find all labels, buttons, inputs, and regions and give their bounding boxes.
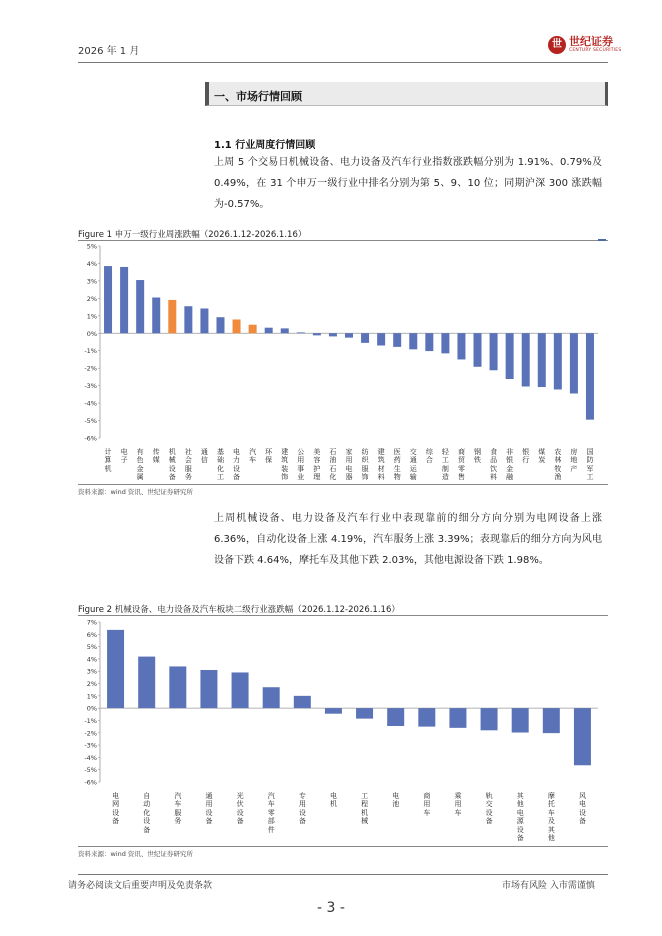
- x-category-label: 汽 车 服 务: [174, 792, 182, 826]
- bar: [574, 708, 591, 765]
- bar: [512, 708, 529, 732]
- y-tick-label: 6%: [86, 630, 97, 639]
- x-category-label: 房 地 产: [570, 448, 578, 473]
- logo-english: CENTURY SECURITIES: [569, 48, 622, 53]
- figure-2-bottom-rule: [78, 846, 608, 847]
- report-date: 2026 年 1 月: [78, 46, 140, 57]
- y-tick-label: -4%: [84, 753, 97, 762]
- x-category-label: 石 油 石 化: [329, 448, 337, 482]
- paragraph-2: 上周机械设备、电力设备及汽车行业中表现靠前的细分方向分别为电网设备上涨 6.36%，自动化设备上涨 4.19%，汽车服务上涨 3.39%；表现靠后的细分方向为风电设备下跌 4.64%，摩托车及其他下跌 2.03%，其他电源设备下跌 1.98%。: [214, 513, 602, 566]
- x-category-label: 机 械 设 备: [168, 448, 176, 482]
- y-tick-label: -2%: [84, 364, 97, 373]
- x-category-label: 钢 铁: [474, 448, 482, 465]
- bar: [120, 267, 128, 333]
- y-tick-label: -2%: [84, 729, 97, 738]
- x-category-label: 煤 炭: [538, 448, 546, 465]
- y-tick-label: -1%: [84, 716, 97, 725]
- x-category-label: 自 动 化 设 备: [143, 792, 151, 834]
- figure-1-chart: [78, 242, 608, 448]
- bar: [249, 325, 257, 334]
- x-category-label: 农 林 牧 渔: [554, 448, 562, 482]
- bar: [263, 687, 280, 708]
- x-category-label: 医 药 生 物: [393, 448, 401, 482]
- x-category-label: 其 他 电 源 设 备: [516, 792, 524, 843]
- bar: [136, 280, 144, 333]
- x-category-label: 环 保: [265, 448, 273, 465]
- bar: [506, 333, 514, 379]
- bar: [474, 333, 482, 367]
- x-category-label: 商 贸 零 售: [457, 448, 465, 482]
- bar: [449, 708, 466, 728]
- x-category-label: 计 算 机: [104, 448, 112, 473]
- bar: [281, 328, 289, 333]
- bar: [570, 333, 578, 393]
- bar: [325, 708, 342, 714]
- figure-1-source: 资料来源：wind 资讯、世纪证券研究所: [78, 488, 193, 496]
- x-category-label: 美 容 护 理: [313, 448, 321, 482]
- brand-logo: [548, 36, 621, 54]
- paragraph-1: 上周 5 个交易日机械设备、电力设备及汽车行业指数涨跌幅分别为 1.91%、0.79%及 0.49%，在 31 个申万一级行业中排名分别为第 5、9、10 位；同期沪深 300 涨跌幅为-0.57%。: [214, 157, 602, 210]
- bar: [522, 333, 530, 386]
- bar: [586, 333, 594, 419]
- bar: [169, 666, 186, 708]
- y-tick-label: -1%: [84, 347, 97, 356]
- y-tick-label: 4%: [86, 259, 97, 268]
- bar: [168, 300, 176, 333]
- x-category-label: 传 媒: [152, 448, 160, 465]
- x-category-label: 轻 工 制 造: [441, 448, 449, 482]
- header-divider: [78, 62, 608, 63]
- y-tick-label: 3%: [86, 667, 97, 676]
- figure-1-accent: [598, 239, 606, 241]
- bar: [232, 672, 249, 708]
- page-number: - 3 -: [317, 900, 345, 916]
- x-category-label: 风 电 设 备: [578, 792, 586, 826]
- y-tick-label: 7%: [86, 618, 97, 627]
- bar: [345, 333, 353, 337]
- bar: [200, 308, 208, 333]
- y-tick-label: 2%: [86, 294, 97, 303]
- x-category-label: 建 筑 装 饰: [281, 448, 289, 482]
- bar: [409, 333, 417, 349]
- y-tick-label: 4%: [86, 655, 97, 664]
- figure-2-source: 资料来源：wind 资讯、世纪证券研究所: [78, 850, 193, 858]
- bar: [361, 333, 369, 343]
- x-category-label: 建 筑 材 料: [377, 448, 385, 482]
- x-category-label: 电 网 设 备: [112, 792, 120, 826]
- y-tick-label: 5%: [86, 242, 97, 251]
- y-tick-label: -5%: [84, 417, 97, 426]
- y-tick-label: 0%: [86, 704, 97, 713]
- bar: [200, 670, 217, 708]
- bar: [538, 333, 546, 387]
- y-tick-label: 0%: [86, 329, 97, 338]
- y-tick-label: -3%: [84, 741, 97, 750]
- bar: [418, 708, 435, 726]
- bar: [441, 333, 449, 353]
- x-category-label: 国 防 军 工: [586, 448, 594, 482]
- x-category-label: 食 品 饮 料: [490, 448, 498, 482]
- x-category-label: 汽 车 零 部 件: [267, 792, 275, 834]
- x-category-label: 有 色 金 属: [136, 448, 144, 482]
- x-category-label: 乘 用 车: [454, 792, 462, 817]
- figure-2-chart: [78, 617, 608, 787]
- x-category-label: 商 用 车: [423, 792, 431, 817]
- bar: [184, 306, 192, 333]
- figure-2-caption: Figure 2 机械设备、电力设备及汽车板块二级行业涨跌幅（2026.1.12-2026.1.16）: [78, 605, 400, 615]
- x-category-label: 电 子: [120, 448, 128, 465]
- bar: [387, 708, 404, 726]
- figure-1-caption: Figure 1 申万一级行业周涨跌幅（2026.1.12-2026.1.16）: [78, 230, 307, 240]
- x-category-label: 纺 织 服 饰: [361, 448, 369, 482]
- footer-divider: [78, 874, 608, 875]
- bar: [543, 708, 560, 733]
- bar: [329, 333, 337, 336]
- bar: [152, 297, 160, 333]
- bar: [265, 328, 273, 334]
- y-tick-label: -6%: [84, 778, 97, 787]
- x-category-label: 家 用 电 器: [345, 448, 353, 482]
- y-tick-label: -5%: [84, 766, 97, 775]
- x-category-label: 专 用 设 备: [298, 792, 306, 826]
- bar: [481, 708, 498, 730]
- y-tick-label: 3%: [86, 277, 97, 286]
- bar: [104, 266, 112, 333]
- footer-risk-note: 市场有风险 入市需谨慎: [502, 881, 595, 891]
- figure-2-categories: [0, 792, 662, 848]
- y-tick-label: -4%: [84, 399, 97, 408]
- bar: [457, 333, 465, 359]
- y-tick-label: 1%: [86, 312, 97, 321]
- y-tick-label: -6%: [84, 434, 97, 443]
- bar: [490, 333, 498, 370]
- bar: [297, 332, 305, 333]
- bar: [216, 317, 224, 333]
- bar: [138, 657, 155, 709]
- x-category-label: 非 银 金 融: [506, 448, 514, 482]
- x-category-label: 银 行: [522, 448, 530, 465]
- bar: [356, 708, 373, 718]
- bar: [554, 333, 562, 389]
- x-category-label: 电 力 设 备: [233, 448, 241, 482]
- figure-1-rule: [78, 240, 608, 241]
- figure-2-rule: [78, 615, 608, 616]
- bar: [377, 333, 385, 345]
- section-title: 一、市场行情回顾: [214, 90, 302, 103]
- x-category-label: 公 用 事 业: [297, 448, 305, 482]
- x-category-label: 综 合: [425, 448, 433, 465]
- y-tick-label: 1%: [86, 692, 97, 701]
- x-category-label: 交 通 运 输: [409, 448, 417, 482]
- footer-disclaimer: 请务必阅读文后重要声明及免责条款: [68, 881, 213, 891]
- x-category-label: 工 程 机 械: [361, 792, 369, 826]
- x-category-label: 轨 交 设 备: [485, 792, 493, 826]
- bar: [294, 696, 311, 708]
- x-category-label: 电 机: [329, 792, 337, 809]
- figure-1-bottom-rule: [78, 484, 608, 485]
- x-category-label: 通 信: [200, 448, 208, 465]
- bar: [233, 319, 241, 333]
- bar: [393, 333, 401, 347]
- x-category-label: 汽 车: [249, 448, 257, 465]
- x-category-label: 电 池: [392, 792, 400, 809]
- bar: [107, 630, 124, 708]
- y-tick-label: 5%: [86, 643, 97, 652]
- x-category-label: 摩 托 车 及 其 他: [547, 792, 555, 843]
- y-tick-label: 2%: [86, 680, 97, 689]
- x-category-label: 基 础 化 工: [216, 448, 224, 482]
- subsection-title: 1.1 行业周度行情回顾: [214, 140, 316, 151]
- x-category-label: 社 会 服 务: [184, 448, 192, 482]
- bar: [425, 333, 433, 351]
- figure-1-categories: [0, 448, 662, 488]
- y-tick-label: -3%: [84, 382, 97, 391]
- logo-name: 世纪证券: [569, 35, 613, 48]
- x-category-label: 光 伏 设 备: [236, 792, 244, 826]
- bar: [313, 333, 321, 335]
- logo-icon: 世: [548, 36, 566, 54]
- x-category-label: 通 用 设 备: [205, 792, 213, 826]
